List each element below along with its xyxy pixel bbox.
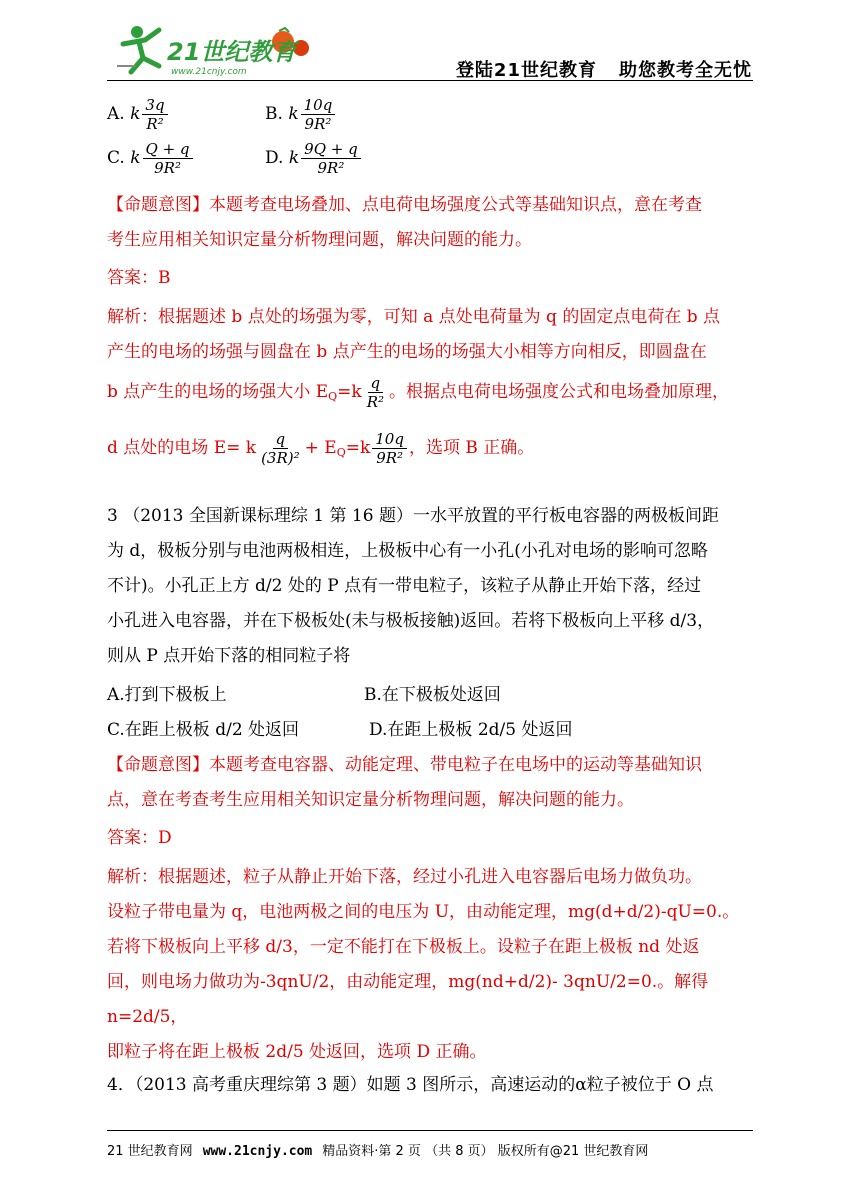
running-figure-icon (117, 26, 159, 72)
q2-option-d: D. k $\frac{9Q + q}{\text{9R²}}$ (265, 140, 363, 177)
header-divider (107, 80, 753, 81)
footer-site: 21 世纪教育网 (107, 1144, 193, 1159)
q4-stem: 4．（2013 高考重庆理综第 3 题）如题 3 图所示，高速运动的α粒子被位于 O 点 (107, 1075, 714, 1095)
fraction: $\frac{3q}{\text{R²}}$ (142, 96, 167, 133)
fraction: $\frac{q}{\text{R²}}$ (366, 374, 384, 411)
q3-analysis: 解析：根据题述，粒子从静止开始下落，经过小孔进入电容器后电场力做负功。 设粒子带电量为 q，电池两极之间的电压为 U，由动能定理，mg(d+d/2)-qU=0.。 若将下极板向上平移 d/3，一定不能打在下极板上。设粒子在距上极板 nd 处返 回，则电场力做功为-3qnU/2，由动能定理，mg(nd+d/2)- 3qnU/2=0.。解得 n=2d/5， 即粒子将在距上极板 2d/5 处返回，选项 D 正确。 (107, 867, 740, 1062)
footer-divider (107, 1130, 753, 1131)
footer-text: 精品资料·第 2 页 （共 8 页） 版权所有@21 世纪教育网 (322, 1144, 649, 1159)
q2-intent: 【命题意图】本题考查电场叠加、点电荷电场强度公式等基础知识点，意在考查 考生应用相关知识定量分析物理问题，解决问题的能力。 (107, 195, 702, 250)
q2-option-c: C. k $\frac{Q + q}{\text{9R²}}$ (107, 140, 195, 177)
q3-intent: 【命题意图】本题考查电容器、动能定理、带电粒子在电场中的运动等基础知识 点，意在考查考生应用相关知识定量分析物理问题，解决问题的能力。 (107, 755, 702, 810)
q2-analysis: 解析：根据题述 b 点处的场强为零，可知 a 点处电荷量为 q 的固定点电荷在 b 点 产生的电场的场强与圆盘在 b 点产生的电场的场强大小相等方向相反，即圆盘在 (107, 307, 721, 362)
footer-url: www.21cnjy.com (202, 1144, 313, 1159)
site-logo (115, 22, 315, 78)
slogan-right: 助您教考全无忧 (619, 60, 752, 81)
q2-analysis-line4: d 点处的电场 E= k $\frac{q}{\text{(3R)²}}$ + $E_Q=k$ $\frac{10q}{\text{9R²}}$ ，选项 B 正确。 (107, 430, 535, 467)
fraction: $\frac{10q}{\text{9R²}}$ (301, 96, 336, 133)
intent-tag: 【命题意图】 (107, 195, 209, 215)
q3-stem: 3 （2013 全国新课标理综 1 第 16 题）一水平放置的平行板电容器的两极板间距 为 d，极板分别与电池两极相连，上极板中心有一小孔(小孔对电场的影响可忽略 不计)。小孔正上方 d/2 处的 P 点有一带电粒子，该粒子从静止开始下落，经过 小孔进入电容器，并在下极板处(未与极板接触)返回。若将下极板向上平移 d/3， 则从 P 点开始下落的相同粒子将 (107, 506, 719, 666)
intent-tag: 【命题意图】 (107, 755, 209, 775)
page-footer (107, 1140, 648, 1159)
q3-option-c: C.在距上极板 d/2 处返回 (107, 720, 300, 740)
fraction: $\frac{Q + q}{\text{9R²}}$ (143, 140, 193, 177)
q2-analysis-line3: b 点产生的电场的场强大小 $E_Q=k$ $\frac{q}{\text{R²}}$ 。根据点电荷电场强度公式和电场叠加原理， (107, 374, 729, 411)
page-header (0, 0, 860, 90)
q3-option-b: B.在下极板处返回 (364, 685, 501, 705)
q3-option-d: D.在距上极板 2d/5 处返回 (369, 720, 573, 740)
q3-option-a: A.打到下极板上 (107, 685, 227, 705)
logo-url: www.21cnjy.com (171, 67, 247, 77)
fraction: $\frac{10q}{\text{9R²}}$ (372, 430, 407, 467)
logo-text: 21世纪教育 (167, 38, 297, 66)
fraction: $\frac{9Q + q}{\text{9R²}}$ (301, 140, 361, 177)
q3-answer: 答案：D (107, 828, 172, 848)
header-slogan (456, 56, 752, 82)
q2-option-a: A. k $\frac{3q}{\text{R²}}$ (107, 96, 170, 133)
q2-option-b: B. k $\frac{10q}{\text{9R²}}$ (265, 96, 337, 133)
slogan-left: 登陆21世纪教育 (455, 60, 597, 81)
q2-answer: 答案：B (107, 268, 171, 288)
fraction: $\frac{q}{\text{(3R)²}}$ (261, 430, 300, 467)
